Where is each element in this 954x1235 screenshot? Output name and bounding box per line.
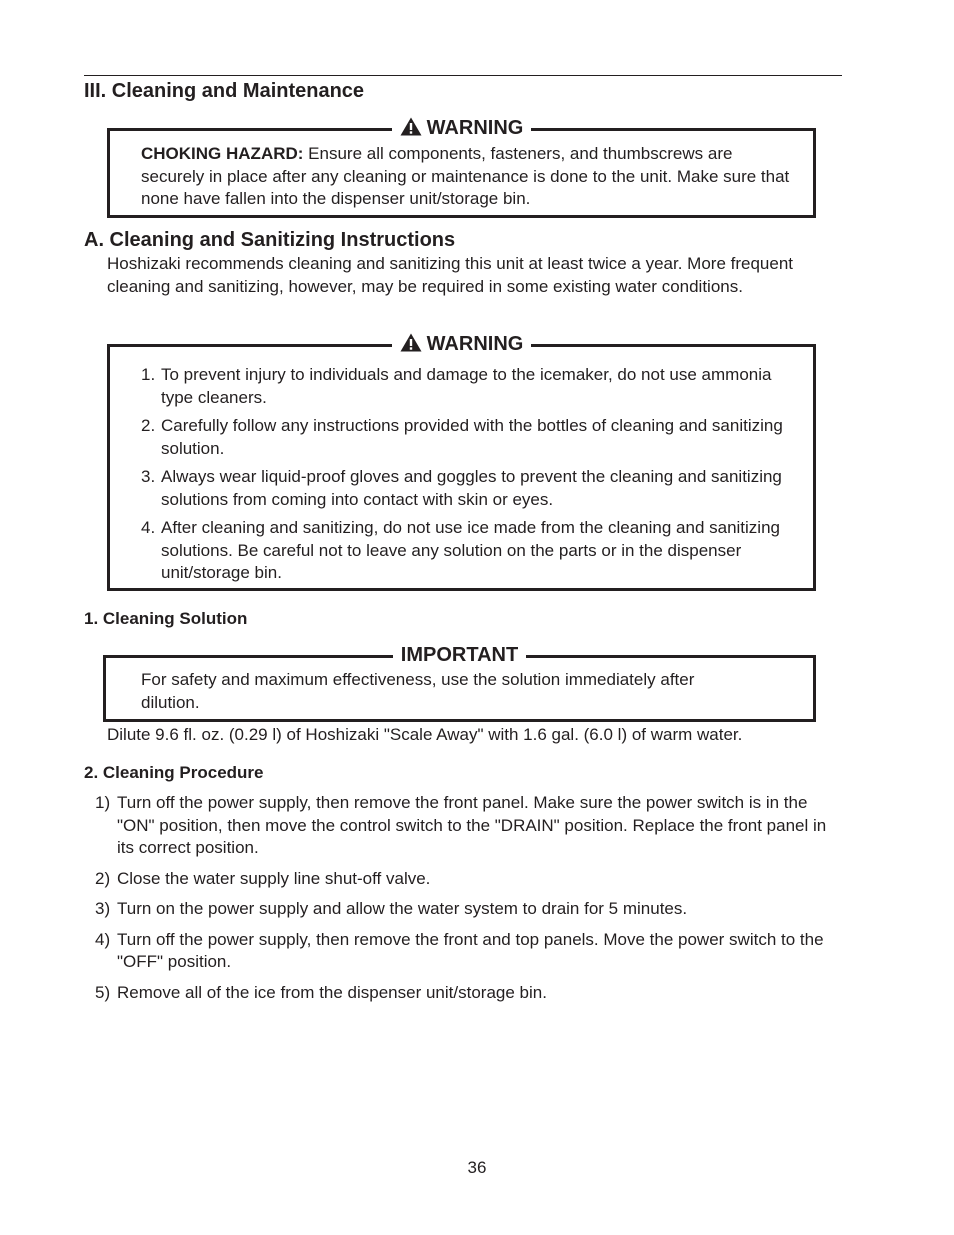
warning-box-instructions (107, 333, 816, 591)
cleaning-procedure-title: 2. Cleaning Procedure (84, 763, 264, 782)
list-item: 1. To prevent injury to individuals and damage to the icemaker, do not use ammonia type cleaners. (141, 365, 772, 407)
warning-lead: CHOKING HAZARD: (141, 144, 304, 163)
list-item: 4. After cleaning and sanitizing, do not use ice made from the cleaning and sanitizing solutions. Be careful not to leave any solution on the parts or in the dispenser unit/storage bin. (141, 518, 780, 582)
warning-title: WARNING (426, 333, 524, 355)
warning-title: WARNING (426, 117, 524, 139)
procedure-steps (95, 792, 837, 1004)
important-text: For safety and maximum effectiveness, use the solution immediately after dilution. (141, 670, 695, 712)
dilute-text: Dilute 9.6 fl. oz. (0.29 l) of Hoshizaki "Scale Away" with 1.6 gal. (6.0 l) of warm water. (107, 725, 743, 744)
list-item: 3) Turn on the power supply and allow the water system to drain for 5 minutes. (95, 899, 688, 918)
warning-text (141, 143, 791, 211)
warning-body: Ensure all components, fasteners, and thumbscrews are securely in place after any cleaning or maintenance is done to the unit. Make sure that none have fallen into the dispenser unit/storage bin. (141, 144, 790, 208)
cleaning-solution-title: 1. Cleaning Solution (84, 609, 248, 628)
subsection-intro: Hoshizaki recommends cleaning and sanitizing this unit at least twice a year. More frequent cleaning and sanitizing, however, may be required in some existing water conditions. (107, 254, 794, 296)
warning-box-choking (107, 117, 816, 218)
page-number: 36 (467, 1158, 487, 1177)
subsection-title: A. Cleaning and Sanitizing Instructions (84, 229, 456, 251)
warning-triangle-icon (400, 117, 422, 136)
list-item: 3. Always wear liquid-proof gloves and goggles to prevent the cleaning and sanitizing solutions from coming into contact with skin or eyes. (141, 467, 782, 509)
list-item: 4) Turn off the power supply, then remove the front and top panels. Move the power switch to the "OFF" position. (95, 929, 824, 971)
important-title: IMPORTANT (393, 641, 526, 669)
warning-box-header (110, 330, 813, 358)
list-item: 5) Remove all of the ice from the dispenser unit/storage bin. (95, 982, 547, 1002)
header-rule (84, 75, 842, 76)
list-item: 2. Carefully follow any instructions provided with the bottles of cleaning and sanitizing solution. (141, 416, 783, 458)
warning-triangle-icon (400, 333, 422, 352)
important-box-header (106, 641, 813, 669)
list-item: 1) Turn off the power supply, then remove the front panel. Make sure the power switch is in the "ON" position, then move the control switch to the "DRAIN" position. Replace the front panel in its correct position. (95, 793, 827, 857)
important-box (103, 644, 816, 722)
warning-box-header (110, 114, 813, 142)
section-title: III. Cleaning and Maintenance (84, 80, 365, 102)
warning-list (141, 364, 791, 585)
list-item: 2) Close the water supply line shut-off valve. (95, 868, 431, 888)
